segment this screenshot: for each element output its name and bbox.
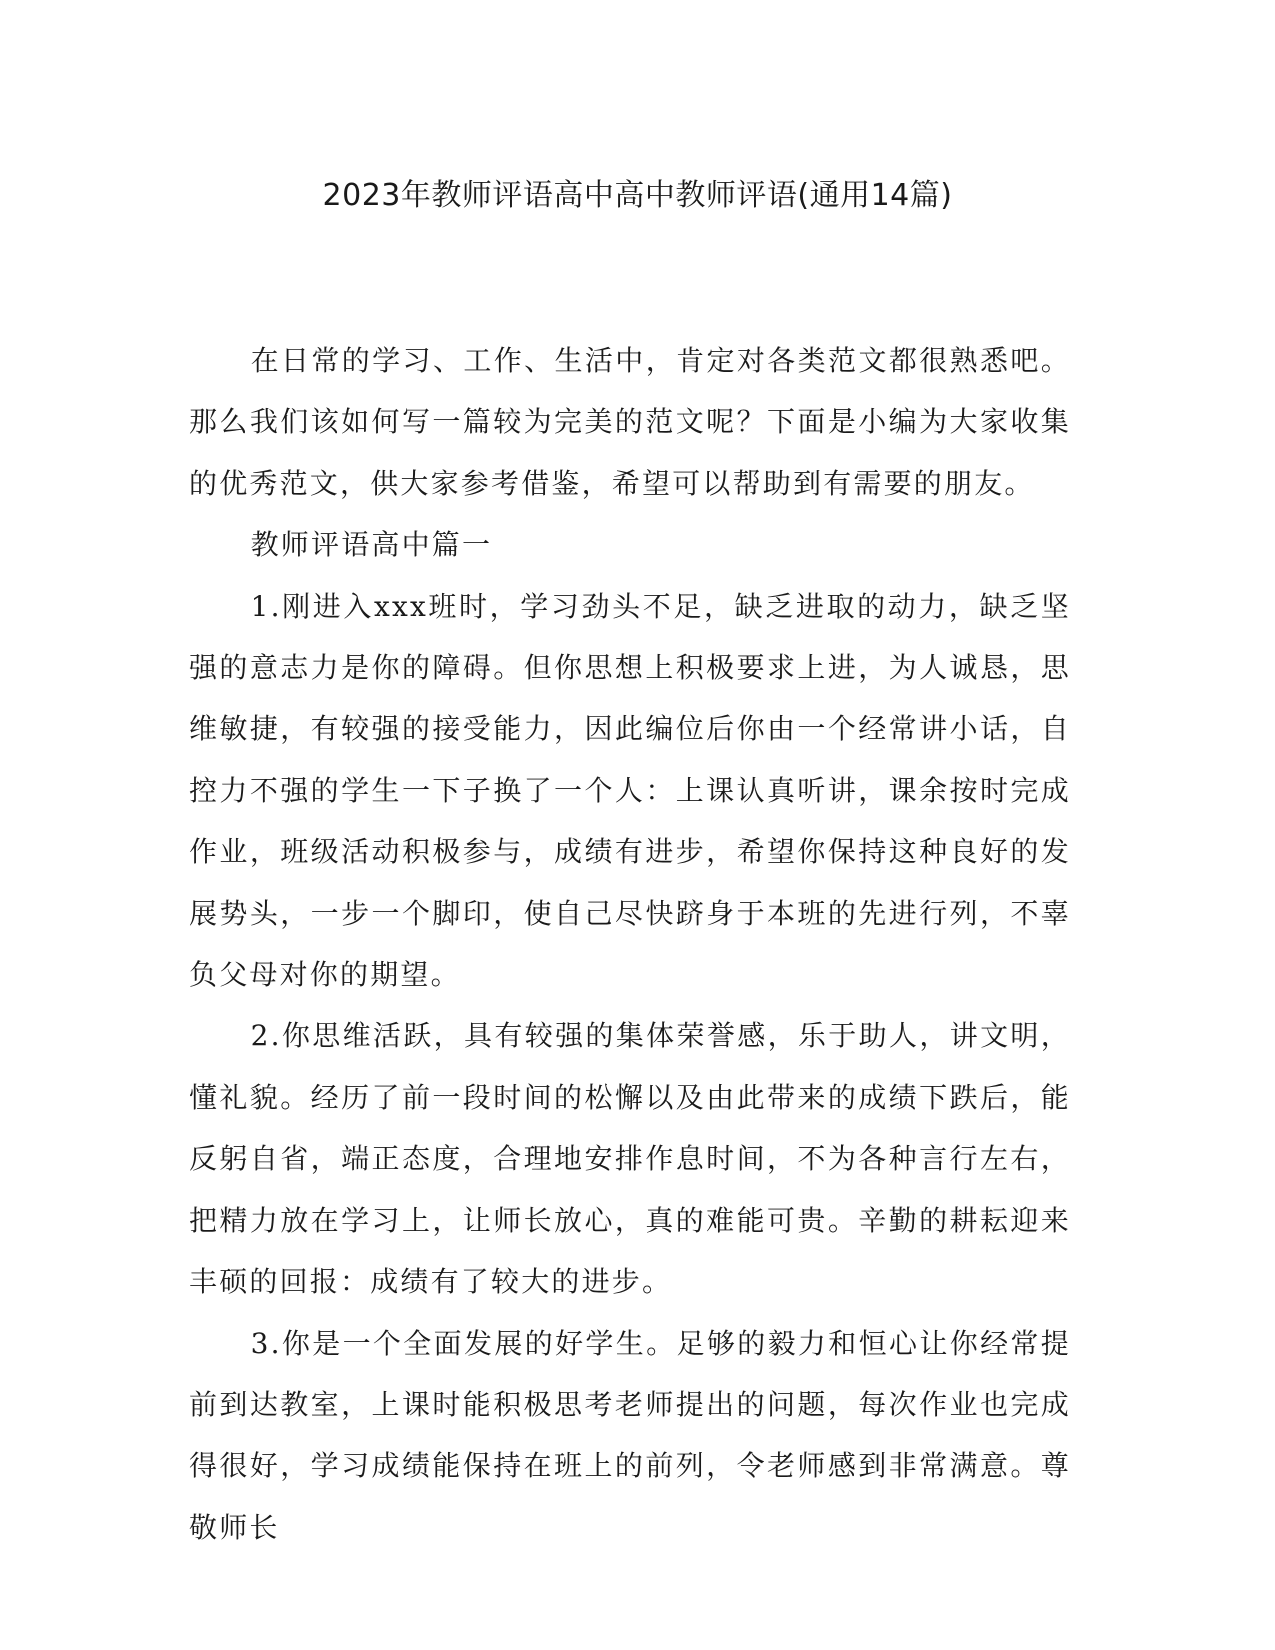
document-body xyxy=(189,330,1071,1558)
comment-paragraph-2: 2.你思维活跃，具有较强的集体荣誉感，乐于助人，讲文明，懂礼貌。经历了前一段时间的松懈以及由此带来的成绩下跌后，能反躬自省，端正态度，合理地安排作息时间，不为各种言行左右，把精力放在学习上，让师长放心，真的难能可贵。辛勤的耕耘迎来丰硕的回报：成绩有了较大的进步。 xyxy=(189,1019,1071,1299)
section-heading: 教师评语高中篇一 xyxy=(250,528,493,562)
comment-paragraph-3: 3.你是一个全面发展的好学生。足够的毅力和恒心让你经常提前到达教室，上课时能积极思考老师提出的问题，每次作业也完成得很好，学习成绩能保持在班上的前列，令老师感到非常满意。尊敬师长 xyxy=(189,1326,1071,1544)
intro-paragraph: 在日常的学习、工作、生活中，肯定对各类范文都很熟悉吧。那么我们该如何写一篇较为完美的范文呢？下面是小编为大家收集的优秀范文，供大家参考借鉴，希望可以帮助到有需要的朋友。 xyxy=(189,344,1071,500)
document-title: 2023年教师评语高中高中教师评语(通用14篇) xyxy=(322,178,953,213)
comment-paragraph-1: 1.刚进入xxx班时，学习劲头不足，缺乏进取的动力，缺乏坚强的意志力是你的障碍。但你思想上积极要求上进，为人诚恳，思维敏捷，有较强的接受能力，因此编位后你由一个经常讲小话，自控力不强的学生一下子换了一个人：上课认真听讲，课余按时完成作业，班级活动积极参与，成绩有进步，希望你保持这种良好的发展势头，一步一个脚印，使自己尽快跻身于本班的先进行列，不辜负父母对你的期望。 xyxy=(189,589,1071,992)
